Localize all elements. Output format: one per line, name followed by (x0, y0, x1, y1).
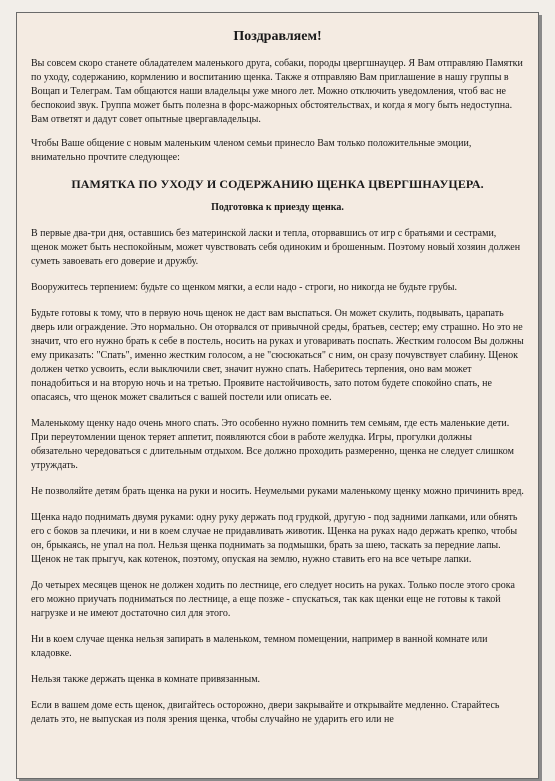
paragraph-children: Не позволяйте детям брать щенка на руки и носить. Неумелыми руками маленькому щенку можно причинить вред. (31, 486, 524, 497)
intro-instruction: Чтобы Ваше общение с новым маленьким членом семьи принесло Вам только положительные эмоции, внимательно прочтите следующее: (31, 138, 472, 163)
paragraph-stairs: До четырех месяцев щенок не должен ходить по лестнице, его следует носить на руках. Только после этого срока его можно приучать подниматься по лестнице, а еще позже - спускаться, так как щенки еще не готовы к такой нагрузке и не имеют достаточно сил для этого. (31, 580, 515, 619)
intro-paragraph: Вы совсем скоро станете обладателем маленького друга, собаки, породы цвергшнауцер. Я Вам отправляю Памятки по уходу, содержанию, кормлению и воспитанию щенка. Также я отправляю Вам приглашение в нашу группы в Вощап и Телеграм. Там общаются наши владельцы уже много лет. Можно отключить уведомления, чтоб вас не беспокоиd звук. Группа может быть полезна в форс-мажорных обстоятельствах, и когда я могу быть недоступна. Вам ответят и дадут совет опытные цвергавладельцы. (31, 58, 523, 125)
paragraph-patience: Вооружитесь терпением: будьте со щенком мягки, а если надо - строги, но никогда не будьте грубы. (31, 282, 458, 293)
document-body (17, 13, 538, 727)
paragraph-tied: Нельзя также держать щенка в комнате привязанным. (31, 674, 261, 685)
paragraph-sleep: Маленькому щенку надо очень много спать. Это особенно нужно помнить тем семьям, где есть маленькие дети. При переутомлении щенок теряет аппетит, появляются сбои в работе желудка. Игры, прогулки должны обязательно чередоваться с длительным отдыхом. Все должно проходить размеренно, щенка не следует слишком утруждать. (31, 418, 514, 471)
paragraph-lifting: Щенка надо поднимать двумя руками: одну руку держать под грудкой, другую - под задними лапками, или обнять его с боков за плечики, и ни в коем случае не придавливать животик. Щенка на руках надо держать крепко, чтобы он, брыкаясь, не упал на пол. Нельзя щенка поднимать за подмышки, брать за шею, таскать за передние лапы. Щенок не так прыгуч, как котенок, поэтому, опуская на землю, нужно ставить его на все четыре лапки. (31, 512, 518, 565)
paragraph-first-night: Будьте готовы к тому, что в первую ночь щенок не даст вам выспаться. Он может скулить, подвывать, царапать дверь или ограждение. Это нормально. Он оторвался от привычной среды, братьев, сестер; ему страшно. Но это не значит, что его нужно брать к себе в постель, носить на руках и уговаривать поспать. Жестким голосом Вы должны ему приказать: "Спать", именно жестким голосом, а не "сюсюкаться" с ним, он сразу почувствует слабину. Щенок должен четко усвоить, если выключили свет, значит нужно спать. Наберитесь терпения, оно вам может понадобиться и на вторую ночь и на третью. Проявите настойчивость, зато потом будете спокойно спать, не опасаясь, что щенок может свалиться с вашей постели или описать ее. (31, 308, 524, 403)
memo-heading: ПАМЯТКА ПО УХОДУ И СОДЕРЖАНИЮ ЩЕНКА ЦВЕРГШНАУЦЕРА. (71, 177, 484, 191)
document-title: Поздравляем! (233, 29, 322, 44)
paragraph-first-days: В первые два-три дня, оставшись без материнской ласки и тепла, оторвавшись от игр с братьями и сестрами, щенок может быть неспокойным, может чувствовать себя одиноким и брошенным. Поэтому новый хозяин должен суметь завоевать его доверие и дружбу. (31, 228, 521, 267)
paragraph-dark-room: Ни в коем случае щенка нельзя запирать в маленьком, темном помещении, например в ванной комнате или кладовке. (31, 634, 488, 659)
section-subheading: Подготовка к приезду щенка. (211, 202, 344, 213)
document-page (16, 12, 539, 779)
paragraph-doors: Если в вашем доме есть щенок, двигайтесь осторожно, двери закрывайте и открывайте медленно. Старайтесь делать это, не выпуская из поля зрения щенка, чтобы случайно не ударить его или не (31, 700, 500, 725)
